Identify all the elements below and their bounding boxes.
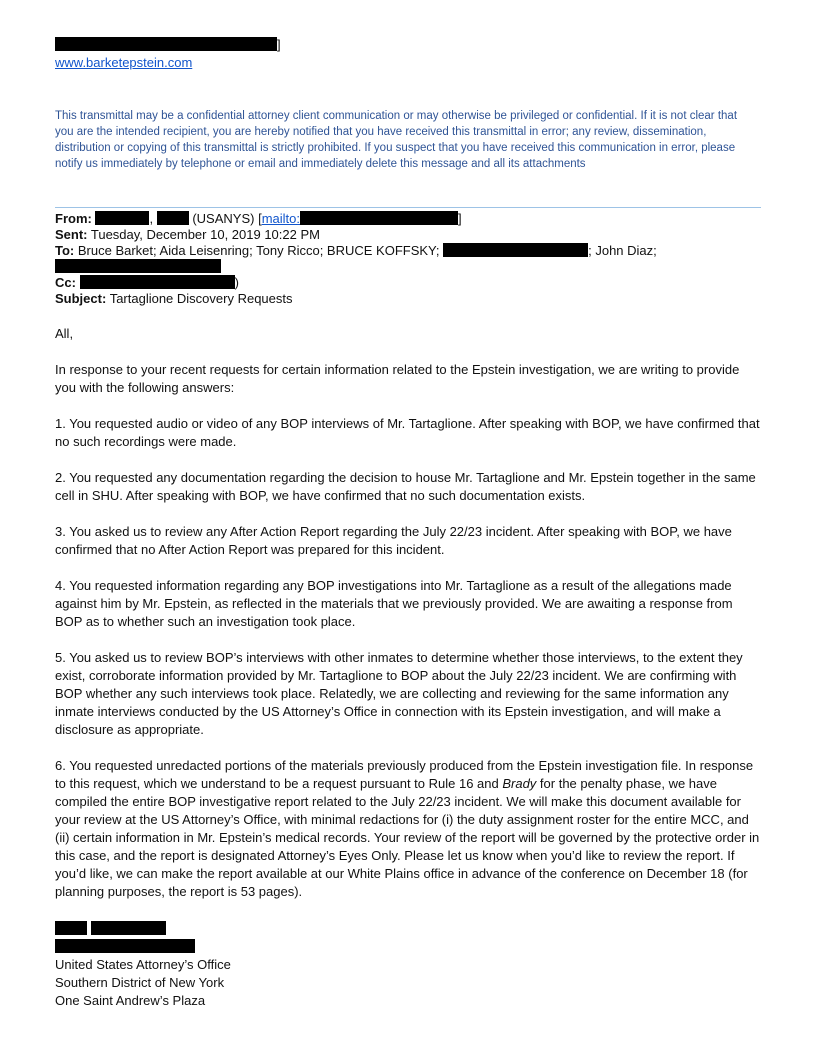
redaction-bar — [157, 211, 189, 225]
sender-email-line — [55, 36, 281, 54]
from-org: (USANYS) [ — [192, 211, 262, 226]
item-6 — [55, 757, 761, 901]
to-line-continued — [55, 259, 761, 275]
greeting: All, — [55, 326, 74, 341]
redaction-bar — [55, 921, 87, 935]
cc-line — [55, 275, 761, 291]
website-line — [55, 54, 192, 72]
subject-line — [55, 291, 761, 307]
item-3: 3. You asked us to review any After Action Report regarding the July 22/23 incident. After speaking with BOP, we have confirmed that no After Action Report was prepared for this incident. — [55, 524, 732, 557]
subject-label: Subject: — [55, 291, 107, 306]
signature-district: Southern District of New York — [55, 975, 225, 990]
signature-office: United States Attorney’s Office — [55, 957, 231, 972]
redaction-bar — [91, 921, 166, 935]
subject-value: Tartaglione Discovery Requests — [109, 291, 293, 306]
redaction-bar — [55, 259, 221, 273]
item-1: 1. You requested audio or video of any BOP interviews of Mr. Tartaglione. After speaking with BOP, we have confirmed that no such recordings were made. — [55, 416, 760, 449]
confidentiality-disclaimer: This transmittal may be a confidential attorney client communication or may otherwise be privileged or confidential. If it is not clear that you are the intended recipient, you are hereby notified that you have received this transmittal in error; any review, dissemination, distribution or copying of this transmittal is strictly prohibited. If you suspect that you have received this communication in error, please notify us immediately by telephone or email and immediately delete this message and all its attachments — [55, 110, 738, 170]
sent-value: Tuesday, December 10, 2019 10:22 PM — [90, 227, 320, 242]
signature-address: One Saint Andrew’s Plaza — [55, 993, 206, 1008]
email-header — [55, 211, 761, 307]
from-comma: , — [149, 211, 154, 226]
signature-name-redacted — [55, 920, 231, 938]
to-value: Bruce Barket; Aida Leisenring; Tony Ricco; BRUCE KOFFSKY; — [77, 243, 440, 258]
signature-block — [55, 920, 231, 1010]
redaction-bar — [55, 37, 277, 51]
header-divider — [55, 207, 761, 208]
item-6-text: 6. You requested unredacted portions of the materials previously produced from the Epstein investigation file. In response to this request, which we understand to be a request pursuant to Rule 16 and — [55, 758, 754, 791]
redaction-bar — [80, 275, 235, 289]
redaction-bar — [300, 211, 458, 225]
item-6-text-cont: for the penalty phase, we have compiled the entire BOP investigative report related to the July 22/23 incident. We will make this document available for your review at the US Attorney’s Office, with minimal redactions for (i) the duty assignment roster for the entire MCC, and (ii) certain information in Mr. Epstein’s medical records. Your review of the report will be governed by the protective order in this case, and the report is designated Attorney’s Eyes Only. Please let us know when you’d like to review the report. If you’d like, we can make the report available at our White Plains office in advance of the conference on December 18 (for planning purposes, the report is 53 pages). — [55, 776, 760, 899]
redaction-bar — [55, 939, 195, 953]
mailto-link[interactable] — [262, 211, 458, 226]
signature-title-redacted — [55, 938, 231, 956]
cc-close: ) — [234, 275, 239, 290]
from-close: ] — [457, 211, 462, 226]
cc-label: Cc: — [55, 275, 76, 290]
from-label: From: — [55, 211, 92, 226]
bracket-text: ] — [277, 37, 281, 52]
to-after: ; John Diaz; — [588, 243, 657, 258]
item-2: 2. You requested any documentation regarding the decision to house Mr. Tartaglione and Mr. Epstein together in the same cell in SHU. After speaking with BOP, we have confirmed that no such documentation exists. — [55, 470, 756, 503]
item-4: 4. You requested information regarding any BOP investigations into Mr. Tartaglione as a result of the allegations made against him by Mr. Epstein, as reflected in the materials that we previously provided. We are awaiting a response from BOP as to whether such an investigation took place. — [55, 578, 733, 629]
mailto-text: mailto: — [261, 211, 300, 226]
intro-paragraph: In response to your recent requests for certain information related to the Epstein investigation, we are writing to provide you with the following answers: — [55, 362, 740, 395]
item-6-emphasis: Brady — [502, 776, 537, 791]
item-5: 5. You asked us to review BOP’s interviews with other inmates to determine whether those interviews, to the extent they exist, corroborate information provided by Mr. Tartaglione to BOP about the July 22/23 incident. We are confirming with BOP whether any such interviews took place. Relatedly, we are collecting and reviewing for the same information any inmate interviews conducted by the US Attorney’s Office in connection with its Epstein investigation, and will make a disclosure as appropriate. — [55, 650, 743, 737]
website-link[interactable]: www.barketepstein.com — [55, 55, 193, 70]
redaction-bar — [95, 211, 149, 225]
to-label: To: — [55, 243, 75, 258]
sent-line — [55, 227, 761, 243]
email-body — [55, 325, 761, 919]
redaction-bar — [443, 243, 588, 257]
sent-label: Sent: — [55, 227, 88, 242]
to-line — [55, 243, 761, 259]
from-line — [55, 211, 761, 227]
